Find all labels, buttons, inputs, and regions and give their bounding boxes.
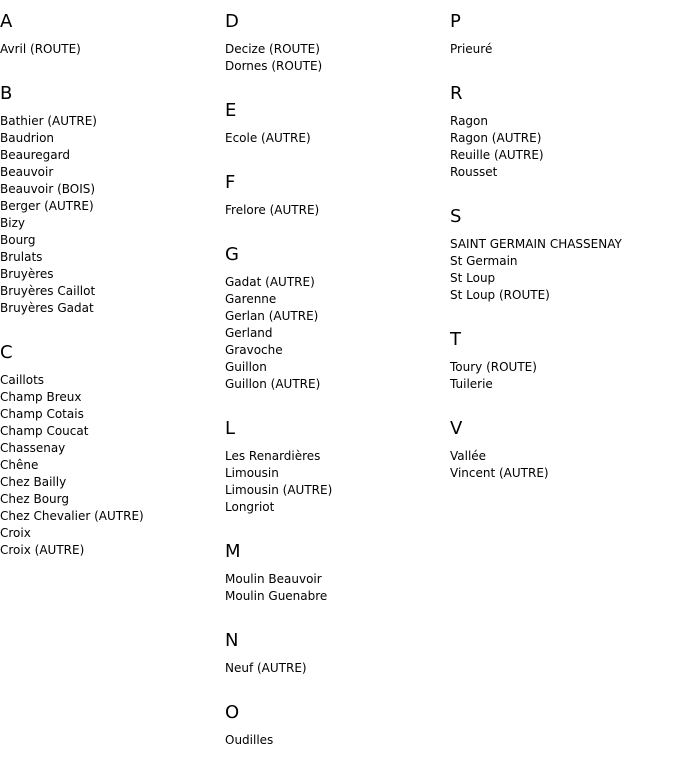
place-entry[interactable]: Vallée	[450, 449, 487, 463]
place-entry[interactable]: Bruyères Caillot	[0, 284, 96, 298]
entry-list	[225, 660, 450, 677]
place-entry[interactable]: Chassenay	[0, 441, 66, 455]
place-entry[interactable]: Rousset	[450, 165, 498, 179]
index-column	[450, 0, 675, 496]
place-entry[interactable]: Reuille (AUTRE)	[450, 148, 544, 162]
place-entry[interactable]: Limousin	[225, 466, 279, 480]
letter-heading: S	[450, 206, 462, 227]
place-entry[interactable]: Berger (AUTRE)	[0, 199, 94, 213]
letter-heading: O	[225, 702, 240, 723]
place-entry[interactable]: St Loup	[450, 271, 496, 285]
place-entry[interactable]: Chez Bourg	[0, 492, 69, 506]
place-entry[interactable]: Brulats	[0, 250, 43, 264]
place-entry[interactable]: Les Renardières	[225, 449, 321, 463]
letter-group	[225, 233, 450, 393]
place-entry[interactable]: Ragon (AUTRE)	[450, 131, 542, 145]
place-entry[interactable]: Beauvoir (BOIS)	[0, 182, 96, 196]
index-column	[225, 0, 450, 763]
place-entry[interactable]: Frelore (AUTRE)	[225, 203, 320, 217]
place-entry[interactable]: Avril (ROUTE)	[0, 42, 81, 56]
entry-list	[225, 130, 450, 147]
letter-group	[450, 318, 675, 393]
place-entry[interactable]: Chez Bailly	[0, 475, 67, 489]
entry-list	[0, 113, 225, 317]
entry-list	[450, 236, 675, 304]
place-entry[interactable]: Vincent (AUTRE)	[450, 466, 549, 480]
letter-group	[225, 691, 450, 749]
place-entry[interactable]: Beauregard	[0, 148, 70, 162]
letter-group	[0, 331, 225, 559]
letter-heading: R	[450, 83, 463, 104]
letter-heading: P	[450, 11, 461, 32]
letter-group	[225, 619, 450, 677]
letter-group	[0, 0, 225, 58]
place-entry[interactable]: Prieuré	[450, 42, 493, 56]
entry-list	[225, 41, 450, 75]
place-entry[interactable]: Oudilles	[225, 733, 274, 747]
entry-list	[225, 732, 450, 749]
place-entry[interactable]: Bathier (AUTRE)	[0, 114, 97, 128]
place-entry[interactable]: Guillon (AUTRE)	[225, 377, 321, 391]
place-entry[interactable]: Garenne	[225, 292, 277, 306]
entry-list	[0, 372, 225, 559]
place-entry[interactable]: Ecole (AUTRE)	[225, 131, 311, 145]
letter-heading: N	[225, 630, 239, 651]
place-entry[interactable]: Bizy	[0, 216, 25, 230]
place-entry[interactable]: Chez Chevalier (AUTRE)	[0, 509, 144, 523]
letter-group	[450, 0, 675, 58]
place-entry[interactable]: St Loup (ROUTE)	[450, 288, 550, 302]
letter-group	[450, 407, 675, 482]
place-entry[interactable]: Champ Breux	[0, 390, 82, 404]
place-entry[interactable]: Croix	[0, 526, 31, 540]
letter-heading: E	[225, 100, 237, 121]
letter-heading: M	[225, 541, 241, 562]
place-entry[interactable]: Moulin Guenabre	[225, 589, 328, 603]
place-entry[interactable]: SAINT GERMAIN CHASSENAY	[450, 237, 622, 251]
letter-heading: C	[0, 342, 13, 363]
letter-heading: L	[225, 418, 236, 439]
place-entry[interactable]: Bruyères Gadat	[0, 301, 94, 315]
letter-heading: D	[225, 11, 239, 32]
place-entry[interactable]: Chêne	[0, 458, 39, 472]
letter-group	[0, 72, 225, 317]
letter-group	[225, 407, 450, 516]
letter-group	[450, 72, 675, 181]
place-entry[interactable]: Moulin Beauvoir	[225, 572, 322, 586]
letter-group	[225, 161, 450, 219]
letter-group	[450, 195, 675, 304]
place-entry[interactable]: Tuilerie	[450, 377, 493, 391]
letter-group	[225, 530, 450, 605]
place-entry[interactable]: Bruyères	[0, 267, 54, 281]
place-entry[interactable]: Caillots	[0, 373, 45, 387]
place-entry[interactable]: Gerland	[225, 326, 273, 340]
entry-list	[450, 113, 675, 181]
letter-group	[225, 0, 450, 75]
letter-heading: T	[450, 329, 461, 350]
place-entry[interactable]: Gravoche	[225, 343, 283, 357]
letter-heading: F	[225, 172, 236, 193]
entry-list	[450, 448, 675, 482]
place-entry[interactable]: Champ Coucat	[0, 424, 89, 438]
place-entry[interactable]: Ragon	[450, 114, 488, 128]
letter-heading: A	[0, 11, 13, 32]
place-entry[interactable]: Limousin (AUTRE)	[225, 483, 333, 497]
entry-list	[450, 41, 675, 58]
place-entry[interactable]: Decize (ROUTE)	[225, 42, 320, 56]
place-entry[interactable]: Longriot	[225, 500, 275, 514]
place-entry[interactable]: Champ Cotais	[0, 407, 84, 421]
index-column	[0, 0, 225, 573]
entry-list	[225, 448, 450, 516]
place-entry[interactable]: Dornes (ROUTE)	[225, 59, 323, 73]
place-entry[interactable]: Toury (ROUTE)	[450, 360, 537, 374]
place-entry[interactable]: Baudrion	[0, 131, 55, 145]
letter-group	[225, 89, 450, 147]
letter-heading: B	[0, 83, 13, 104]
place-entry[interactable]: Gerlan (AUTRE)	[225, 309, 319, 323]
place-entry[interactable]: Croix (AUTRE)	[0, 543, 85, 557]
entry-list	[225, 202, 450, 219]
place-entry[interactable]: Bourg	[0, 233, 36, 247]
letter-heading: V	[450, 418, 463, 439]
entry-list	[225, 274, 450, 393]
letter-heading: G	[225, 244, 239, 265]
entry-list	[450, 359, 675, 393]
place-entry[interactable]: St Germain	[450, 254, 518, 268]
place-entry[interactable]: Beauvoir	[0, 165, 54, 179]
entry-list	[0, 41, 225, 58]
place-entry[interactable]: Neuf (AUTRE)	[225, 661, 307, 675]
entry-list	[225, 571, 450, 605]
place-entry[interactable]: Gadat (AUTRE)	[225, 275, 315, 289]
place-entry[interactable]: Guillon	[225, 360, 267, 374]
